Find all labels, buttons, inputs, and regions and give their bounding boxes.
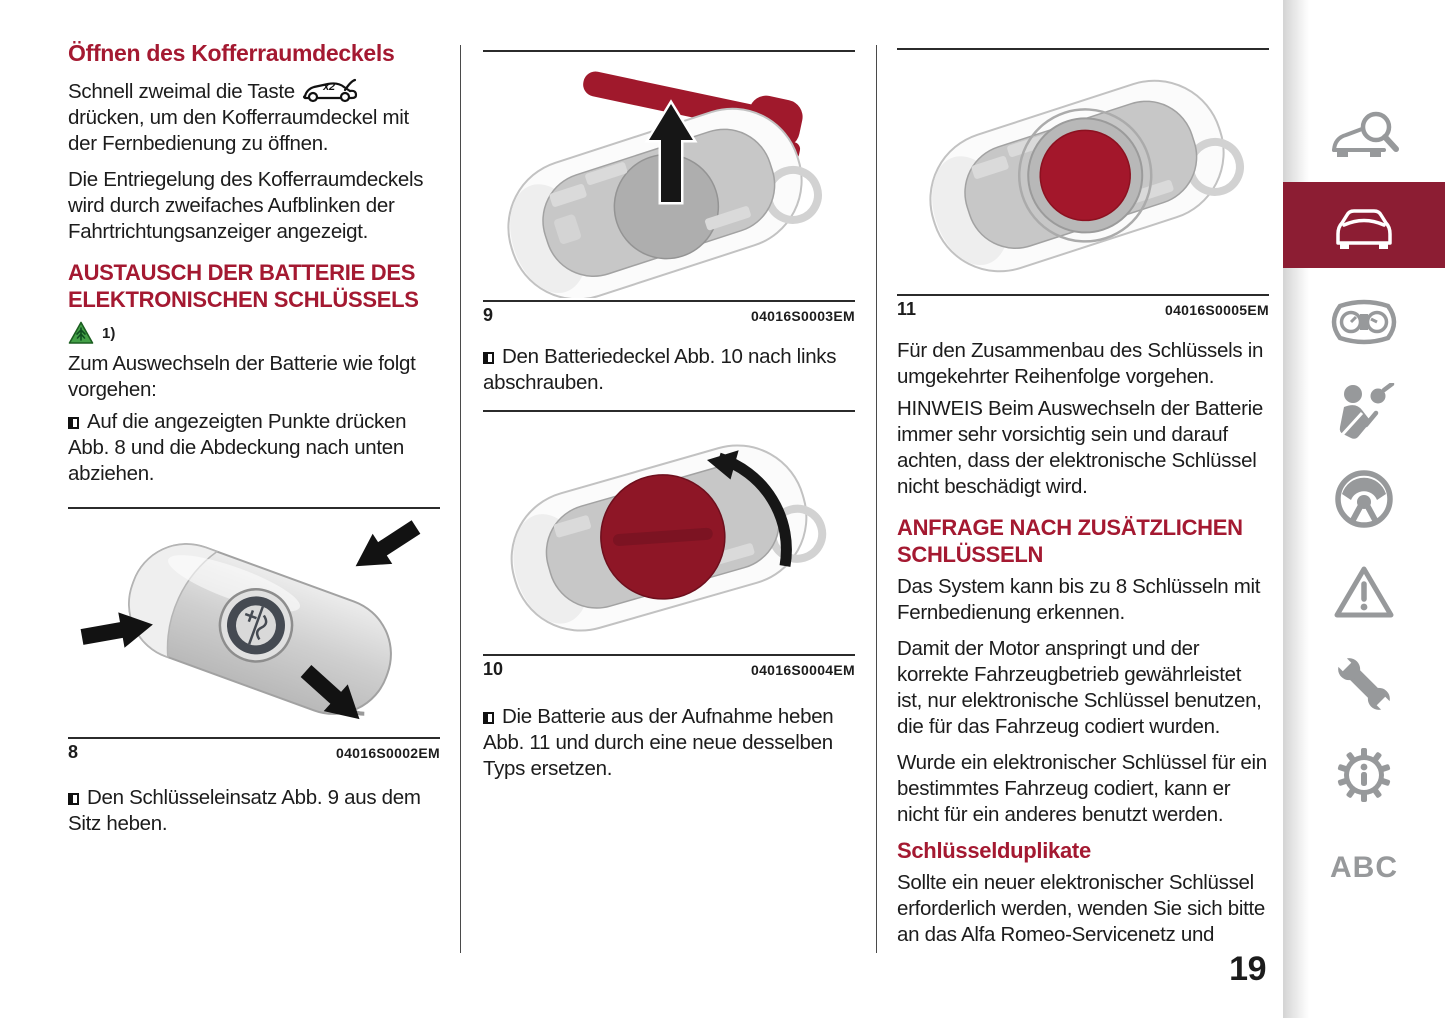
car-search-icon (1328, 110, 1400, 166)
tab-occupant-safety (1283, 382, 1445, 442)
tab-instrument-panel (1283, 294, 1445, 350)
figure-9 (483, 50, 855, 326)
tab-getting-to-know (1283, 108, 1445, 168)
figure-code: 04016S0003EM (750, 308, 855, 324)
bullet-unscrew-cover (483, 344, 855, 396)
wrench-icon (1332, 652, 1396, 716)
bullet-replace-battery (483, 704, 855, 782)
figure-11-battery-illustration (897, 52, 1269, 292)
figure-8 (68, 507, 440, 763)
car-front-icon (1330, 199, 1398, 251)
paragraph-text: Schnell zweimal die Taste (68, 80, 295, 103)
figure-bottom-rule (897, 294, 1269, 296)
abc-index-label: ABC (1330, 851, 1398, 884)
paragraph-text: drücken, um den Kofferraumdeckel mit der Fernbedienung zu öffnen. (68, 106, 409, 155)
figure-bottom-rule (68, 737, 440, 739)
figure-number: 11 (897, 299, 917, 319)
figure-number: 8 (68, 742, 79, 762)
figure-11 (897, 48, 1269, 320)
bullet-lift-key-insert (68, 785, 440, 837)
paragraph-duplicates: Sollte ein neuer elektronischer Schlüssel erforderlich werden, wenden Sie sich bitte an das Alfa Romeo-Servicenetz und (897, 871, 1265, 946)
figure-8-key-cover-illustration (68, 511, 440, 735)
column-2 (483, 40, 855, 782)
warning-triangle-icon (1332, 563, 1396, 621)
bullet-text: Auf die angezeigten Punkte drücken Abb. 8 und die Abdeckung nach unten abziehen. (68, 410, 407, 485)
figure-9-key-insert-illustration (483, 54, 855, 298)
figure-top-rule (483, 410, 855, 412)
heading-key-duplicates: Schlüsselduplikate (897, 838, 1091, 863)
figure-code: 04016S0002EM (335, 745, 440, 761)
column-divider (876, 45, 877, 953)
eco-recycle-triangle-icon (68, 321, 94, 345)
footnote-marker: 1) (102, 324, 116, 342)
figure-code: 04016S0005EM (1164, 302, 1269, 318)
footnote-row (68, 321, 440, 345)
column-1 (68, 40, 440, 837)
trunk-icon-x2-label: x2 (323, 81, 335, 93)
bullet-square-icon (483, 352, 494, 364)
bullet-text: Die Batterie aus der Aufnahme heben Abb. 11 und durch eine neue desselben Typs ersetzen. (483, 705, 834, 780)
bullet-square-icon (68, 793, 79, 805)
bullet-square-icon (483, 712, 494, 724)
gear-info-icon (1333, 744, 1395, 806)
figure-number: 10 (483, 659, 504, 679)
bullet-press-points (68, 409, 440, 487)
tab-safety-active (1283, 182, 1445, 268)
trunk-release-button-icon (301, 77, 359, 103)
figure-9-caption (483, 305, 855, 326)
page-number: 19 (1229, 950, 1266, 988)
figure-bottom-rule (483, 300, 855, 302)
column-divider (460, 45, 461, 953)
bullet-square-icon (68, 417, 79, 429)
paragraph-system-8-keys: Das System kann bis zu 8 Schlüsseln mit Fernbedienung erkennen. (897, 575, 1261, 624)
figure-bottom-rule (483, 654, 855, 656)
tab-maintenance (1283, 652, 1445, 716)
figure-10 (483, 410, 855, 680)
figure-top-rule (483, 50, 855, 52)
tab-starting-driving (1283, 468, 1445, 530)
figure-top-rule (68, 507, 440, 509)
figure-10-battery-cover-illustration (483, 414, 855, 652)
paragraph-procedure-intro: Zum Auswechseln der Batterie wie folgt vorgehen: (68, 352, 416, 401)
tab-alphabetical-index (1283, 848, 1445, 888)
bullet-text: Den Batteriedeckel Abb. 10 nach links abschrauben. (483, 345, 837, 394)
paragraph-unlock-blink: Die Entriegelung des Kofferraumdeckels wird durch zweifaches Aufblinken der Fahrtrichtungsanzeiger angezeigt. (68, 168, 424, 243)
tab-emergency (1283, 562, 1445, 622)
paragraph-coded-vehicle: Wurde ein elektronischer Schlüssel für ein bestimmtes Fahrzeug codiert, kann er nicht für ein anderes benutzt werden. (897, 751, 1267, 826)
figure-number: 9 (483, 305, 494, 325)
paragraph-trunk-open (68, 77, 440, 157)
heading-open-trunk: Öffnen des Kofferraumdeckels (68, 40, 395, 66)
airbag-safety-icon (1332, 383, 1396, 441)
column-3 (897, 40, 1269, 948)
paragraph-coded-keys: Damit der Motor anspringt und der korrekte Fahrzeugbetrieb gewährleistet ist, nur elektronische Schlüssel benutzen, die für das Fahrzeug codiert wurden. (897, 637, 1262, 738)
figure-8-caption (68, 742, 440, 763)
heading-battery-replacement: AUSTAUSCH DER BATTERIE DES ELEKTRONISCHEN SCHLÜSSELS (68, 260, 419, 312)
figure-top-rule (897, 48, 1269, 50)
tab-technical-data (1283, 744, 1445, 806)
paragraph-hinweis: HINWEIS Beim Auswechseln der Batterie immer sehr vorsichtig sein und darauf achten, dass der elektronische Schlüssel nicht beschädigt wird. (897, 397, 1264, 498)
steering-wheel-icon (1333, 468, 1395, 530)
figure-10-caption (483, 659, 855, 680)
bullet-text: Den Schlüsseleinsatz Abb. 9 aus dem Sitz heben. (68, 786, 421, 835)
chapter-tab-sidebar (1283, 0, 1445, 1018)
paragraph-reassembly: Für den Zusammenbau des Schlüssels in umgekehrter Reihenfolge vorgehen. (897, 339, 1264, 388)
heading-additional-keys: ANFRAGE NACH ZUSÄTZLICHEN SCHLÜSSELN (897, 515, 1243, 567)
figure-11-caption (897, 299, 1269, 320)
instrument-cluster-icon (1330, 296, 1398, 348)
figure-code: 04016S0004EM (750, 662, 855, 678)
